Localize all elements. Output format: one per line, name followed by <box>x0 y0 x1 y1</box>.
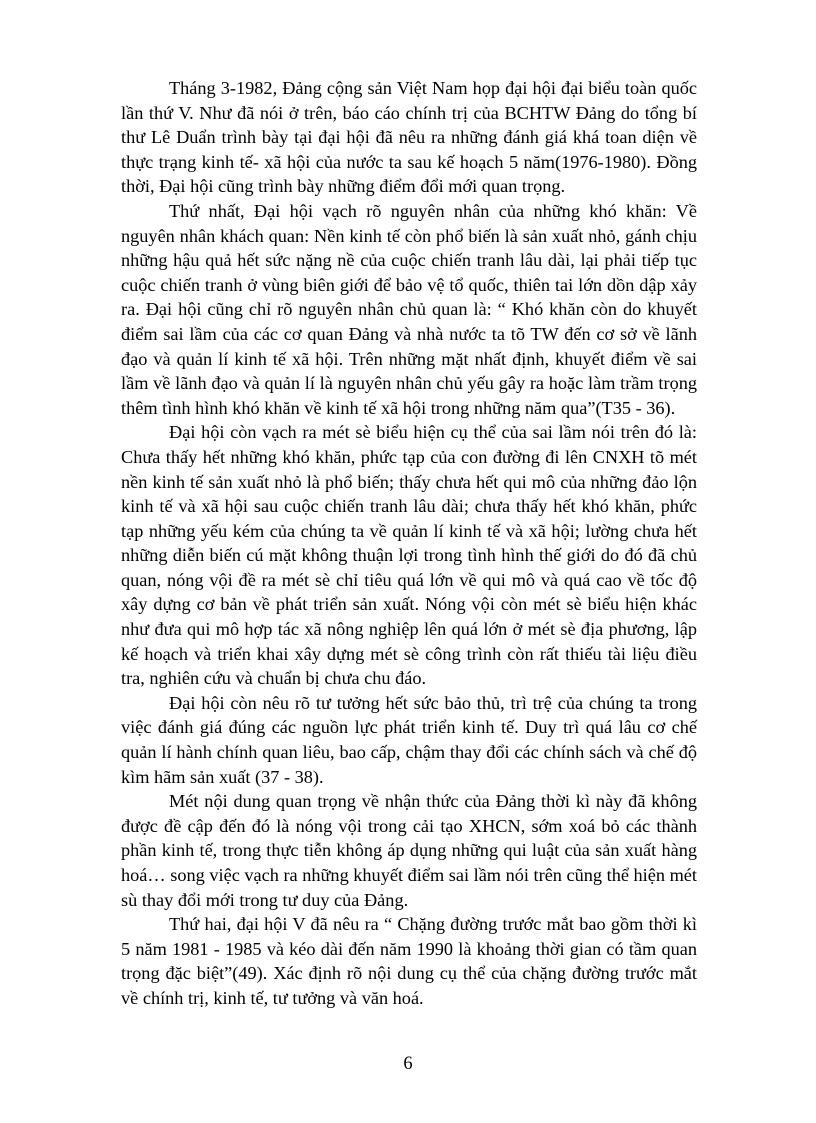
document-body <box>121 76 697 1011</box>
paragraph-conservatism: Đại hội còn nêu rõ tư tưởng hết sức bảo thủ, trì trệ của chúng ta trong việc đánh giá đúng các nguồn lực phát triển kinh tế. Duy trì quá lâu cơ chế quản lí hành chính quan liêu, bao cấp, chậm thay đổi các chính sách và chế độ kìm hãm sản xuất (37 - 38). <box>121 692 697 787</box>
paragraph-causes-of-difficulties: Thứ nhất, Đại hội vạch rõ nguyên nhân của những khó khăn: Về nguyên nhân khách quan: Nền kinh tế còn phổ biến là sản xuất nhỏ, gánh chịu những hậu quả hết sức nặng nề của cuộc chiến tranh lâu dài, lại phải tiếp tục cuộc chiến tranh ở vùng biên giới để bảo vệ tổ quốc, thiên tai lớn dồn dập xảy ra. Đại hội cũng chỉ rõ nguyên nhân chủ quan là: “ Khó khăn còn do khuyết điểm sai lầm của các cơ quan Đảng và nhà nước ta tõ TW đến cơ sở về lãnh đạo và quản lí kinh tế xã hội. Trên những mặt nhất định, khuyết điểm về sai lầm về lãnh đạo và quản lí là nguyên nhân chủ yếu gây ra hoặc làm trầm trọng thêm tình hình khó khăn về kinh tế xã hội trong những năm qua”(T35 - 36). <box>121 200 697 418</box>
paragraph-congress-1982: Tháng 3-1982, Đảng cộng sản Việt Nam họp đại hội đại biểu toàn quốc lần thứ V. Như đã nói ở trên, báo cáo chính trị của BCHTW Đảng do tổng bí thư Lê Duẩn trình bày tại đại hội đã nêu ra những đánh giá khá toan diện về thực trạng kinh tế- xã hội của nước ta sau kế hoạch 5 năm(1976-1980). Đồng thời, Đại hội cũng trình bày những điểm đổi mới quan trọng. <box>121 78 697 197</box>
page-number: 6 <box>403 1054 413 1074</box>
paragraph-socialist-transformation: Mét nội dung quan trọng về nhận thức của Đảng thời kì này đã không được đề cập đến đó là nóng vội trong cải tạo XHCN, sớm xoá bỏ các thành phần kinh tế, trong thực tiễn không áp dụng những qui luật của sản xuất hàng hoá… song việc vạch ra những khuyết điểm sai lầm nói trên cũng thể hiện mét sù thay đổi mới trong tư duy của Đảng. <box>121 791 697 910</box>
paragraph-manifestations-of-mistakes: Đại hội còn vạch ra mét sè biểu hiện cụ thể của sai lầm nói trên đó là: Chưa thấy hết những khó khăn, phức tạp của con đường đi lên CNXH tõ mét nền kinh tế sản xuất nhỏ là phổ biến; thấy chưa hết qui mô của những đảo lộn kinh tế và xã hội sau cuộc chiến tranh lâu dài; chưa thấy hết khó khăn, phức tạp những yếu kém của chúng ta về quản lí kinh tế và xã hội; lường chưa hết những diễn biến cú mặt không thuận lợi trong tình hình thế giới do đó đã chủ quan, nóng vội đề ra mét sè chỉ tiêu quá lớn về qui mô và quá cao về tốc độ xây dựng cơ bản về phát triển sản xuất. Nóng vội còn mét sè biểu hiện khác như đưa qui mô hợp tác xã nông nghiệp lên quá lớn ở mét sè địa phương, lập kế hoạch và triển khai xây dựng mét sè công trình còn rất thiếu tài liệu điều tra, nghiên cứu và chuẩn bị chưa chu đáo. <box>121 422 697 689</box>
paragraph-immediate-stage: Thứ hai, đại hội V đã nêu ra “ Chặng đường trước mắt bao gồm thời kì 5 năm 1981 - 1985 và kéo dài đến năm 1990 là khoảng thời gian có tầm quan trọng đặc biệt”(49). Xác định rõ nội dung cụ thể của chặng đường trước mắt về chính trị, kinh tế, tư tưởng và văn hoá. <box>121 914 697 1008</box>
